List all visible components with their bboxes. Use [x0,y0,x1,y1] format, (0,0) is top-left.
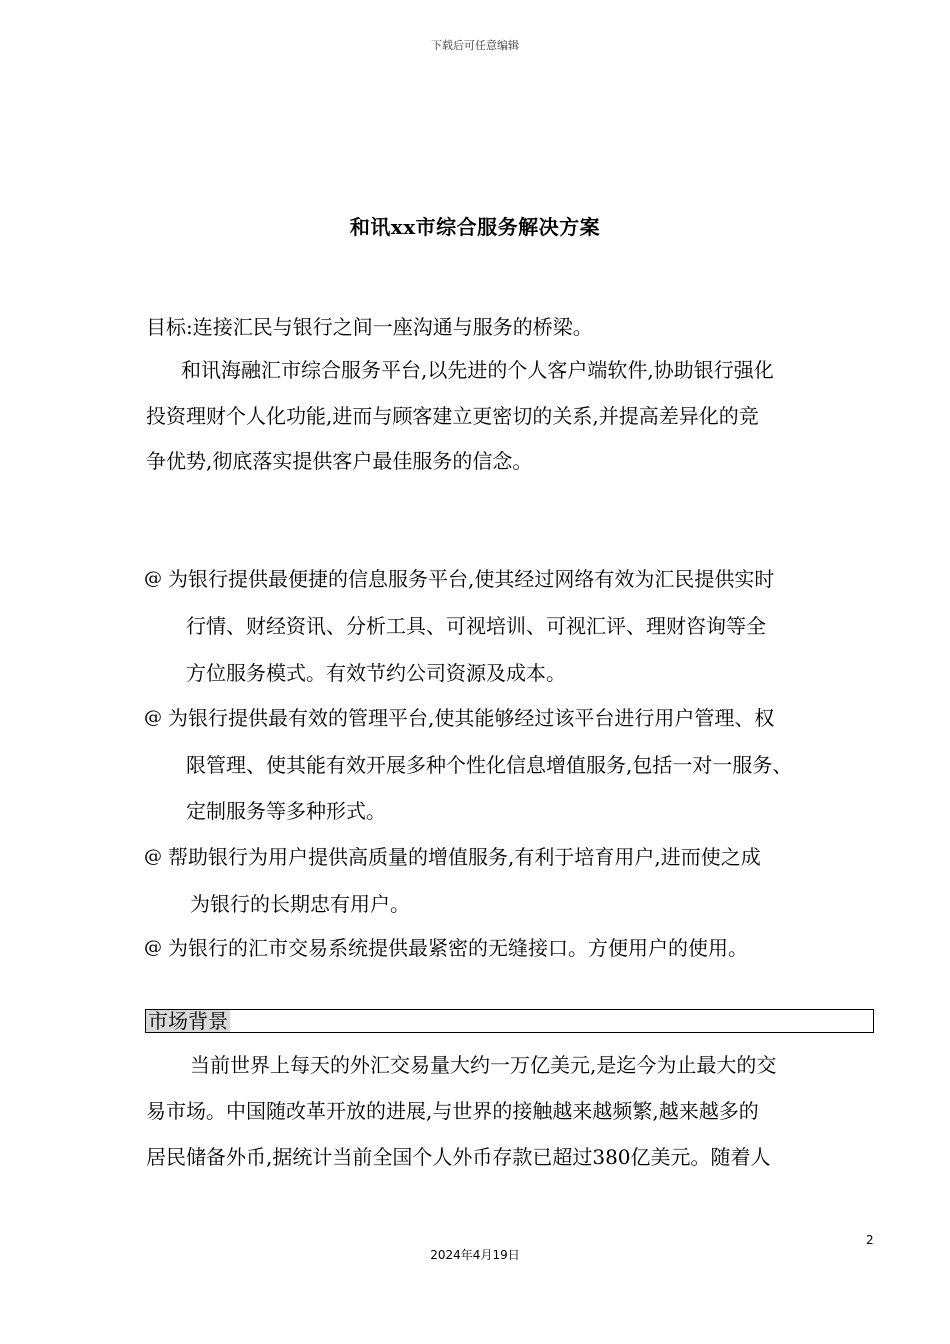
bullet-line: 定制服务等多种形式。 [186,799,386,823]
market-line-2: 易市场。中国随改革开放的进展,与世界的接触越来越频繁,越来越多的 [146,1099,759,1123]
market-line-3: 居民储备外币,据统计当前全国个人外币存款已超过380亿美元。随着人 [146,1145,771,1169]
bullet-line: 为银行提供最有效的管理平台,使其能够经过该平台进行用户管理、权 [168,706,775,730]
goal-line: 目标:连接汇民与银行之间一座沟通与服务的桥梁。 [146,315,593,339]
bullet-line: 为银行的长期忠有用户。 [190,892,410,916]
bullet-line: 方位服务模式。有效节约公司资源及成本。 [186,661,566,685]
intro-line-2: 投资理财个人化功能,进而与顾客建立更密切的关系,并提高差异化的竞 [146,404,759,428]
bullet-line: 行情、财经资讯、分析工具、可视培训、可视汇评、理财咨询等全 [186,614,766,638]
bullet-symbol: @ [144,937,162,958]
page-number: 2 [866,1233,874,1247]
bullet-line: 限管理、使其能有效开展多种个性化信息增值服务,包括一对一服务、 [186,753,793,777]
section-heading-box [145,1009,874,1033]
header-note: 下载后可任意编辑 [431,39,519,52]
bullet-symbol: @ [144,707,162,728]
bullet-line: 为银行提供最便捷的信息服务平台,使其经过网络有效为汇民提供实时 [168,567,775,591]
footer-date: 2024年4月19日 [430,1248,520,1262]
intro-line-1: 和讯海融汇市综合服务平台,以先进的个人客户端软件,协助银行强化 [181,358,774,382]
bullet-symbol: @ [144,846,162,867]
intro-line-3: 争优势,彻底落实提供客户最佳服务的信念。 [146,449,533,473]
bullet-line: 为银行的汇市交易系统提供最紧密的无缝接口。方便用户的使用。 [168,936,748,960]
document-title: 和讯xx市综合服务解决方案 [349,215,601,239]
bullet-line: 帮助银行为用户提供高质量的增值服务,有利于培育用户,进而使之成 [168,845,761,869]
section-heading: 市场背景 [148,1009,228,1033]
market-line-1: 当前世界上每天的外汇交易量大约一万亿美元,是迄今为止最大的交 [190,1053,777,1077]
bullet-symbol: @ [144,568,162,589]
